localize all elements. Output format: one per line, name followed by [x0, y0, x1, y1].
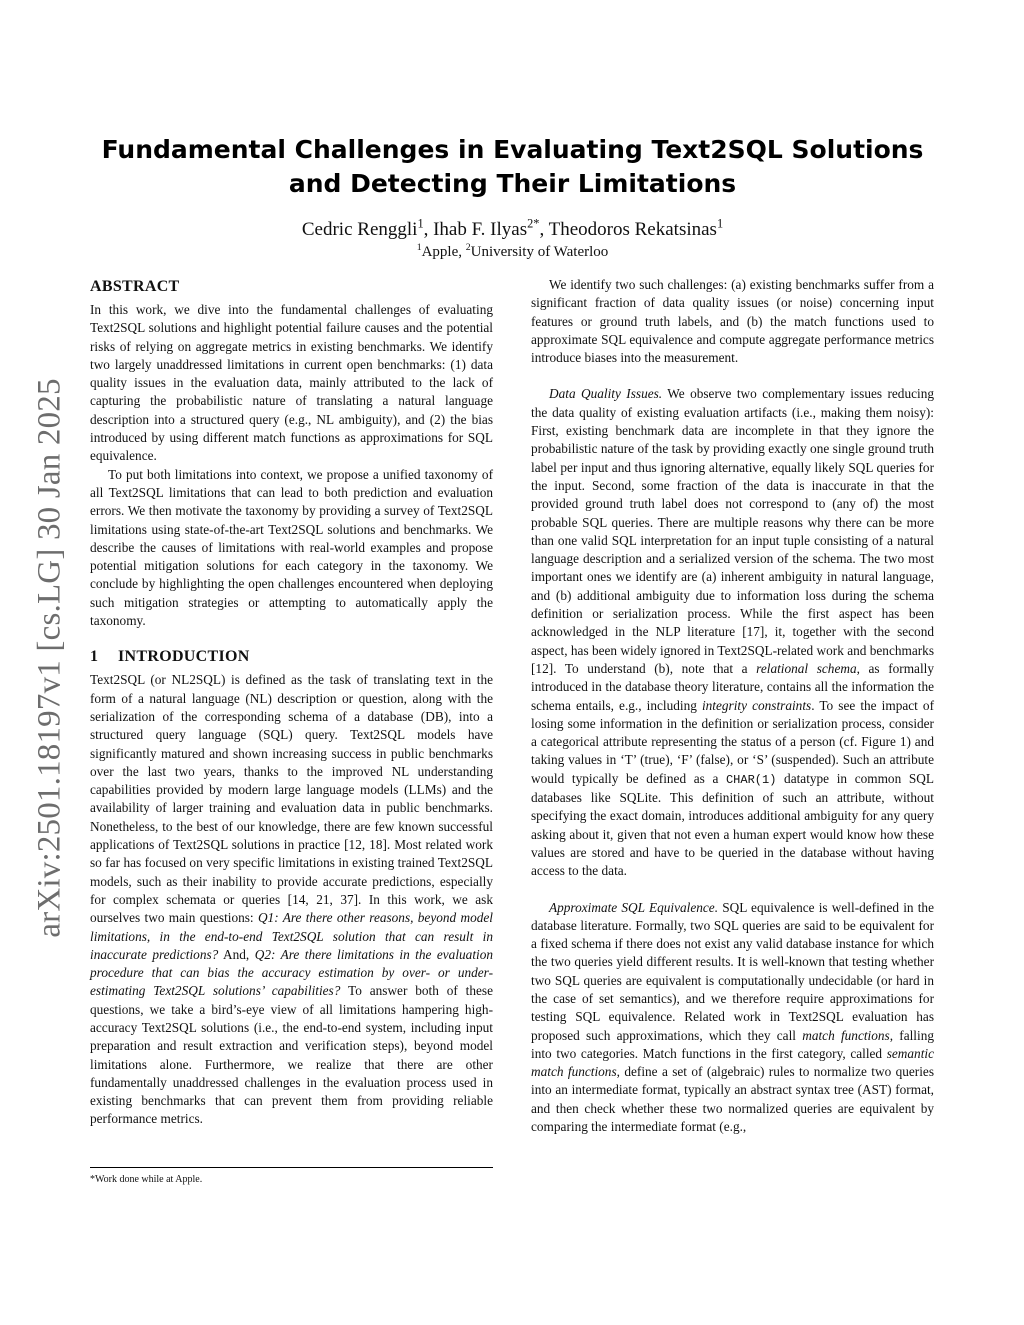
author-name: Cedric Renggli	[301, 219, 418, 240]
term-semantic-match-functions: semantic match functions	[531, 1045, 934, 1080]
text-span: Text2SQL (or NL2SQL) is defined as the task of translating text in the form of a natural language (NL) description or question, along with the serialization of the corresponding schema of a database (DB), into a structured query language (SQL) query. Text2SQL models have significantly matured and shown increasing success in public benchmarks over the last two years, thanks to the improved NL understanding capabilities provided by modern large language models (LLMs) and the availability of larger training and evaluation data in public benchmarks. Nonetheless, to the best of our knowledge, there are few known successful applications of Text2SQL solutions in practice [12, 18]. Most related work so far has focused on very specific limitations in existing trained Text2SQL models, such as their inability to provide accurate predictions, especially for complex schemata or queries [14, 21, 37]. In this work, we ask ourselves two main questions:	[90, 672, 493, 926]
question-one: Q1: Are there other reasons, beyond model limitations, in the end-to-end Text2SQL solution that can result in inaccurate predictions?	[90, 910, 493, 962]
text-span: . To see the impact of losing some information in the definition or serialization process, consider a categorical attribute representing the status of a person (cf. Figure 1) and taking values in ‘T’ (true), ‘F’ (false), or ‘S’ (suspended). Such an attribute would typically be defined as a	[531, 697, 934, 786]
question-two: Q2: Are there limitations in the evaluation procedure that can bias the accuracy estimation by over- or under-estimating Text2SQL solutions’ capabilities?	[90, 946, 494, 999]
code-inline: CHAR(1)	[725, 772, 777, 787]
affiliation-mark: 1	[416, 242, 422, 253]
introduction-paragraph	[90, 671, 493, 1128]
abstract-paragraph: To put both limitations into context, we propose a unified taxonomy of all Text2SQL limitations that can lead to both prediction and evaluation errors. We then motivate the taxonomy by providing a survey of Text2SQL limitations using state-of-the-art Text2SQL solutions and benchmarks. We describe the causes of limitations with real-world examples and propose potential mitigation solutions for each category in the taxonomy. We conclude by highlighting the open challenges encountered when deploying such mitigation strategies or attempting to automatically apply the taxonomy.	[90, 466, 493, 629]
abstract-heading: ABSTRACT	[90, 278, 180, 295]
text-span: To answer both of these questions, we take a bird’s-eye view of all limitations hampering high-accuracy Text2SQL solutions (i.e., the end-to-end system, including input preparation and result extraction and verification steps), beyond model limitations alone. Furthermore, we realize that there are other fundamentally unaddressed challenges in the evaluation process used in existing benchmarks that can prevent them from providing reliable performance metrics.	[90, 983, 493, 1127]
section-title: INTRODUCTION	[118, 648, 250, 666]
term-relational-schema: relational schema	[756, 660, 857, 676]
footnote-rule	[90, 1167, 493, 1168]
section-number: 1	[90, 648, 99, 666]
author-name: Theodoros Rekatsinas	[548, 219, 717, 240]
abstract-paragraph: In this work, we dive into the fundamental challenges of evaluating Text2SQL solutions and highlight potential failure causes and the potential risks of relying on aggregate metrics in existing benchmarks. We identify two largely unaddressed limitations in current open benchmarks: (1) data quality issues in the evaluation data, mainly attributed to the lack of capturing the probabilistic nature of translating a natural language description into a structured query (e.g., NL ambiguity), and (2) the bias introduced by using different match functions as approximations for SQL equivalence.	[90, 302, 493, 464]
term-integrity-constraints: integrity constraints	[701, 697, 812, 713]
author-list: Cedric Renggli$^1$, Ihab F. Ilyas$^{2*}$, Theodoros Rekatsinas$^1$	[301, 216, 724, 240]
text-span: We observe two complementary issues reducing the data quality of existing evaluation artifacts (i.e., making them noisy): First, existing benchmark data are incomplete in that they ignore the probabilistic nature of the task by providing exactly one single ground truth label per input and thus ignoring alternative, equally likely SQL queries for the input. Second, some fraction of the data is inaccurate in that the provided ground truth label does not correspond to (any of) the most probable SQL queries. There are multiple reasons why there can be more than one valid SQL interpretation for an input tuple consisting of a natural language description and a serialized version of the schema. The two most important ones we identify are (a) inherent ambiguity in natural language, and (b) additional ambiguity due to information loss during the schema definition or serialization process. While the first aspect has been acknowledged in the NLP literature [17], it, together with the second aspect, has been widely ignored in Text2SQL-related work and benchmarks [12]. To understand (b), note that a	[531, 386, 934, 676]
right-column	[531, 276, 934, 1136]
author-name: Ihab F. Ilyas	[433, 219, 528, 240]
arxiv-identifier: arXiv:2501.18197v1 [cs.LG] 30 Jan 2025	[31, 378, 68, 938]
affiliation-name: Apple	[421, 244, 459, 260]
affiliation-mark: 1	[417, 216, 424, 231]
sql-equivalence-paragraph	[531, 899, 934, 1137]
term-match-functions: match functions	[802, 1027, 890, 1043]
body-paragraph: We identify two such challenges: (a) existing benchmarks suffer from a significant fraction of data quality issues (or noise) concerning input features or ground truth labels, and (b) the match functions used to approximate SQL equivalence and compute aggregate performance metrics introduce biases into the measurement.	[531, 277, 934, 366]
text-span: SQL equivalence is well-defined in the database literature. Formally, two SQL queries are said to be equivalent for a fixed schema if there does not exist any valid database instance for which the two queries yield different results. It is well-known that testing whether two SQL queries are equivalent is computationally undecidable (or hard in the case of set semantics), and we therefore require approximations for testing SQL equivalence. Related work in Text2SQL evaluation has proposed such approximations, which they call	[531, 899, 934, 1043]
footnote: *Work done while at Apple.	[90, 1174, 203, 1185]
paragraph-heading: Data Quality Issues.	[549, 386, 663, 402]
affiliation-name: University of Waterloo	[470, 244, 609, 260]
affiliation-mark: 2	[465, 242, 471, 253]
text-span: , as formally introduced in the database theory literature, contains all the information the schema entails, e.g., including	[531, 660, 934, 713]
text-span: datatype in common SQL databases like SQLite. This definition of such an attribute, without specifying the exact domain, introduces additional ambiguity for any query asking about it, given that not even a human expert would know how these values are stored and have to be queried in the database without having access to the data.	[531, 770, 934, 879]
data-quality-paragraph	[531, 385, 934, 880]
introduction-heading	[90, 646, 493, 668]
affiliation-mark: 1	[716, 216, 724, 231]
left-column	[90, 276, 493, 1129]
affiliation-mark: 2*	[527, 216, 540, 231]
paper-title: Fundamental Challenges in Evaluating Text2SQL Solutions and Detecting Their Limitations	[101, 135, 924, 198]
text-span: , define a set of (algebraic) rules to normalize two queries into an intermediate format, typically an abstract syntax tree (AST) format, and then check whether these two normalized queries are equivalent by comparing the intermediate format (e.g.,	[531, 1064, 935, 1135]
paragraph-heading: Approximate SQL Equivalence.	[549, 899, 719, 915]
text-span: , falling into two categories. Match functions in the first category, called	[531, 1027, 934, 1061]
text-span: And,	[218, 946, 255, 962]
affiliation-list: $^1$Apple, $^2$University of Waterloo	[416, 242, 609, 260]
